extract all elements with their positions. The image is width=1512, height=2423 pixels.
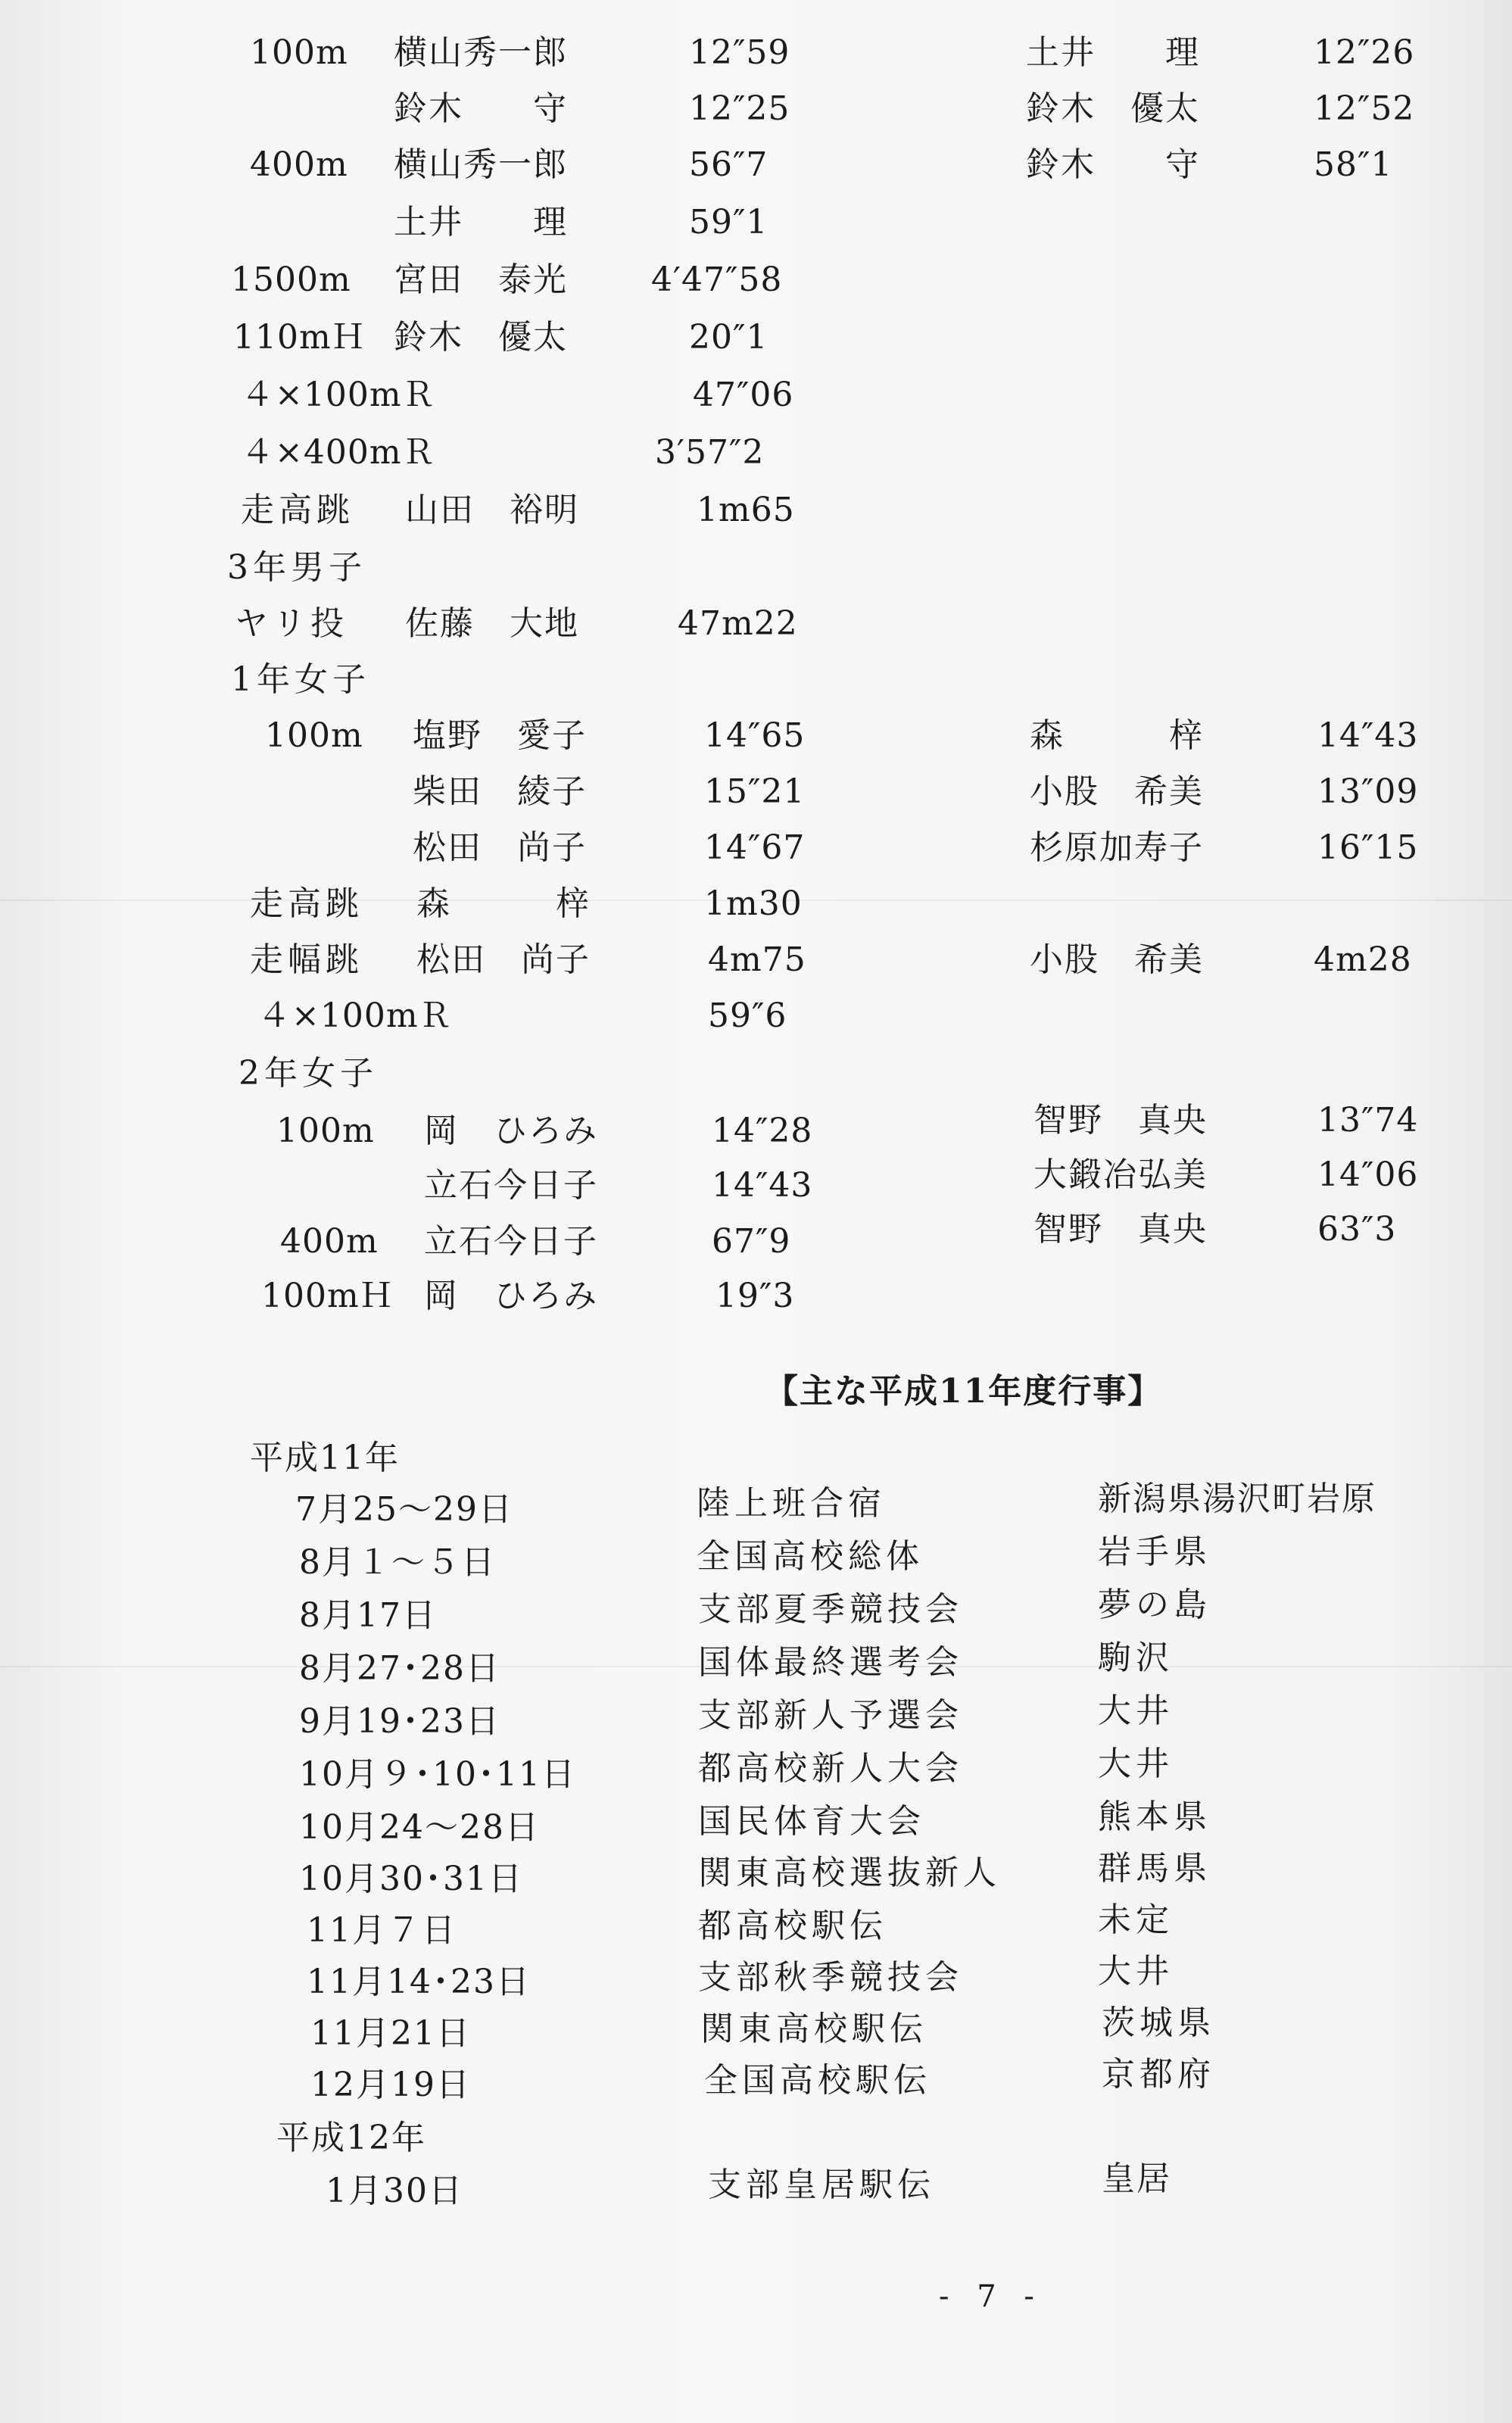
athlete-name: 土井 理 bbox=[394, 203, 568, 242]
athlete-name: 松田 尚子 bbox=[416, 940, 591, 979]
event-date: 11月７日 bbox=[307, 1911, 457, 1950]
event-title: 支部新人予選会 bbox=[698, 1696, 963, 1735]
athlete-name: 鈴木 優太 bbox=[1026, 89, 1200, 128]
event-place: 大井 bbox=[1098, 1692, 1174, 1730]
event-label: ４×400mＲ bbox=[241, 433, 436, 472]
event-label: 100mＨ bbox=[261, 1277, 394, 1315]
athlete-name: 鈴木 守 bbox=[394, 89, 568, 128]
event-place: 未定 bbox=[1098, 1901, 1174, 1939]
event-label: 走幅跳 bbox=[250, 940, 363, 979]
event-title: 全国高校駅伝 bbox=[704, 2061, 931, 2100]
event-title: 支部夏季競技会 bbox=[698, 1590, 963, 1629]
event-place: 皇居 bbox=[1102, 2159, 1171, 2198]
result-time: 15″21 bbox=[704, 772, 806, 811]
athlete-name: 鈴木 守 bbox=[1026, 145, 1200, 184]
event-date: 11月14･23日 bbox=[307, 1963, 531, 2001]
event-title: 都高校駅伝 bbox=[698, 1907, 887, 1945]
event-place: 大井 bbox=[1098, 1745, 1174, 1783]
athlete-name: 大鍛冶弘美 bbox=[1033, 1155, 1208, 1194]
event-title: 関東高校駅伝 bbox=[700, 2010, 927, 2048]
result-time: 63″3 bbox=[1317, 1210, 1397, 1249]
athlete-name: 宮田 泰光 bbox=[394, 260, 568, 299]
section-heading: 1年女子 bbox=[231, 660, 370, 699]
result-time: 12″26 bbox=[1314, 33, 1415, 72]
event-date: 10月24～28日 bbox=[299, 1808, 540, 1847]
athlete-name: 佐藤 大地 bbox=[405, 604, 579, 643]
athlete-name: 森 梓 bbox=[1030, 716, 1204, 755]
event-title: 国民体育大会 bbox=[698, 1802, 925, 1841]
event-date: 8月17日 bbox=[299, 1596, 437, 1635]
event-title: 支部秋季競技会 bbox=[698, 1958, 963, 1997]
event-label: 110mＨ bbox=[233, 318, 366, 357]
event-place: 岩手県 bbox=[1098, 1533, 1211, 1571]
result-time: 67″9 bbox=[712, 1222, 791, 1261]
athlete-name: 智野 真央 bbox=[1033, 1210, 1208, 1249]
event-place: 新潟県湯沢町岩原 bbox=[1098, 1480, 1376, 1518]
athlete-name: 森 梓 bbox=[416, 884, 591, 923]
result-time: 12″59 bbox=[689, 33, 790, 72]
section-heading: 2年女子 bbox=[238, 1054, 378, 1093]
athlete-name: 土井 理 bbox=[1026, 33, 1200, 72]
result-time: 4m28 bbox=[1314, 940, 1412, 979]
event-date: 8月27･28日 bbox=[299, 1649, 500, 1688]
athlete-name: 塩野 愛子 bbox=[413, 716, 587, 755]
event-date: 8月１～５日 bbox=[299, 1543, 496, 1582]
event-place: 茨城県 bbox=[1102, 2004, 1215, 2042]
event-date: 10月９･10･11日 bbox=[299, 1755, 576, 1794]
event-label: 走高跳 bbox=[250, 884, 363, 923]
result-time: 4′47″58 bbox=[651, 260, 783, 299]
event-date: 9月19･23日 bbox=[299, 1702, 500, 1741]
result-time: 3′57″2 bbox=[655, 433, 765, 472]
year-heading: 平成11年 bbox=[250, 1439, 400, 1477]
result-time: 16″15 bbox=[1317, 828, 1419, 867]
result-time: 13″09 bbox=[1317, 772, 1419, 811]
event-date: 11月21日 bbox=[310, 2014, 471, 2053]
athlete-name: 杉原加寿子 bbox=[1030, 828, 1204, 867]
event-label: 400m bbox=[250, 145, 348, 184]
athlete-name: 鈴木 優太 bbox=[394, 318, 568, 357]
event-label: 400m bbox=[280, 1222, 379, 1261]
result-time: 56″7 bbox=[689, 145, 768, 184]
event-label: ４×100mＲ bbox=[257, 996, 453, 1035]
athlete-name: 立石今日子 bbox=[424, 1222, 598, 1261]
result-time: 12″25 bbox=[689, 89, 790, 128]
section-heading: 3年男子 bbox=[227, 548, 366, 587]
result-time: 14″67 bbox=[704, 828, 806, 867]
result-time: 1m65 bbox=[697, 491, 795, 529]
event-place: 大井 bbox=[1098, 1952, 1174, 1991]
athlete-name: 小股 希美 bbox=[1030, 772, 1204, 811]
athlete-name: 岡 ひろみ bbox=[424, 1112, 598, 1150]
event-title: 国体最終選考会 bbox=[698, 1643, 963, 1682]
result-time: 4m75 bbox=[708, 940, 806, 979]
result-time: 14″28 bbox=[712, 1112, 813, 1150]
event-label: 100m bbox=[265, 716, 363, 755]
result-time: 47m22 bbox=[678, 604, 798, 643]
result-time: 12″52 bbox=[1314, 89, 1415, 128]
event-place: 京都府 bbox=[1102, 2055, 1215, 2094]
athlete-name: 横山秀一郎 bbox=[394, 33, 568, 72]
event-place: 駒沢 bbox=[1098, 1639, 1174, 1677]
athlete-name: 小股 希美 bbox=[1030, 940, 1204, 979]
event-label: 1500m bbox=[231, 260, 351, 299]
athlete-name: 松田 尚子 bbox=[413, 828, 587, 867]
athlete-name: 岡 ひろみ bbox=[424, 1277, 598, 1315]
athlete-name: 立石今日子 bbox=[424, 1166, 598, 1205]
schedule-title: 【主な平成11年度行事】 bbox=[765, 1372, 1163, 1411]
event-title: 全国高校総体 bbox=[697, 1537, 924, 1576]
event-place: 群馬県 bbox=[1098, 1849, 1211, 1888]
athlete-name: 柴田 綾子 bbox=[413, 772, 587, 811]
result-time: 20″1 bbox=[689, 318, 768, 357]
event-date: 10月30･31日 bbox=[299, 1860, 523, 1898]
result-time: 59″1 bbox=[689, 203, 768, 242]
event-label: 100m bbox=[276, 1112, 375, 1150]
event-label: 走高跳 bbox=[241, 491, 354, 529]
result-time: 59″6 bbox=[708, 996, 787, 1035]
athlete-name: 智野 真央 bbox=[1033, 1101, 1208, 1140]
event-date: 7月25～29日 bbox=[295, 1490, 513, 1529]
result-time: 58″1 bbox=[1314, 145, 1393, 184]
event-label: ４×100mＲ bbox=[241, 376, 436, 414]
event-title: 都高校新人大会 bbox=[698, 1749, 963, 1788]
event-title: 支部皇居駅伝 bbox=[708, 2166, 935, 2204]
event-title: 関東高校選抜新人 bbox=[698, 1854, 1001, 1892]
page-number: - 7 - bbox=[939, 2279, 1043, 2314]
event-place: 夢の島 bbox=[1098, 1586, 1211, 1624]
result-time: 19″3 bbox=[715, 1277, 795, 1315]
result-time: 14″43 bbox=[1317, 716, 1419, 755]
event-title: 陸上班合宿 bbox=[697, 1484, 886, 1523]
event-place: 熊本県 bbox=[1098, 1798, 1211, 1836]
result-time: 1m30 bbox=[704, 884, 803, 923]
event-label: 100m bbox=[250, 33, 348, 72]
result-time: 13″74 bbox=[1317, 1101, 1419, 1140]
year-heading: 平成12年 bbox=[276, 2119, 426, 2157]
result-time: 14″65 bbox=[704, 716, 806, 755]
event-date: 1月30日 bbox=[326, 2172, 463, 2210]
result-time: 14″43 bbox=[712, 1166, 813, 1205]
result-time: 47″06 bbox=[693, 376, 794, 414]
athlete-name: 山田 裕明 bbox=[405, 491, 579, 529]
event-label: ヤリ投 bbox=[235, 604, 348, 643]
athlete-name: 横山秀一郎 bbox=[394, 145, 568, 184]
event-date: 12月19日 bbox=[310, 2066, 471, 2104]
result-time: 14″06 bbox=[1317, 1155, 1419, 1194]
